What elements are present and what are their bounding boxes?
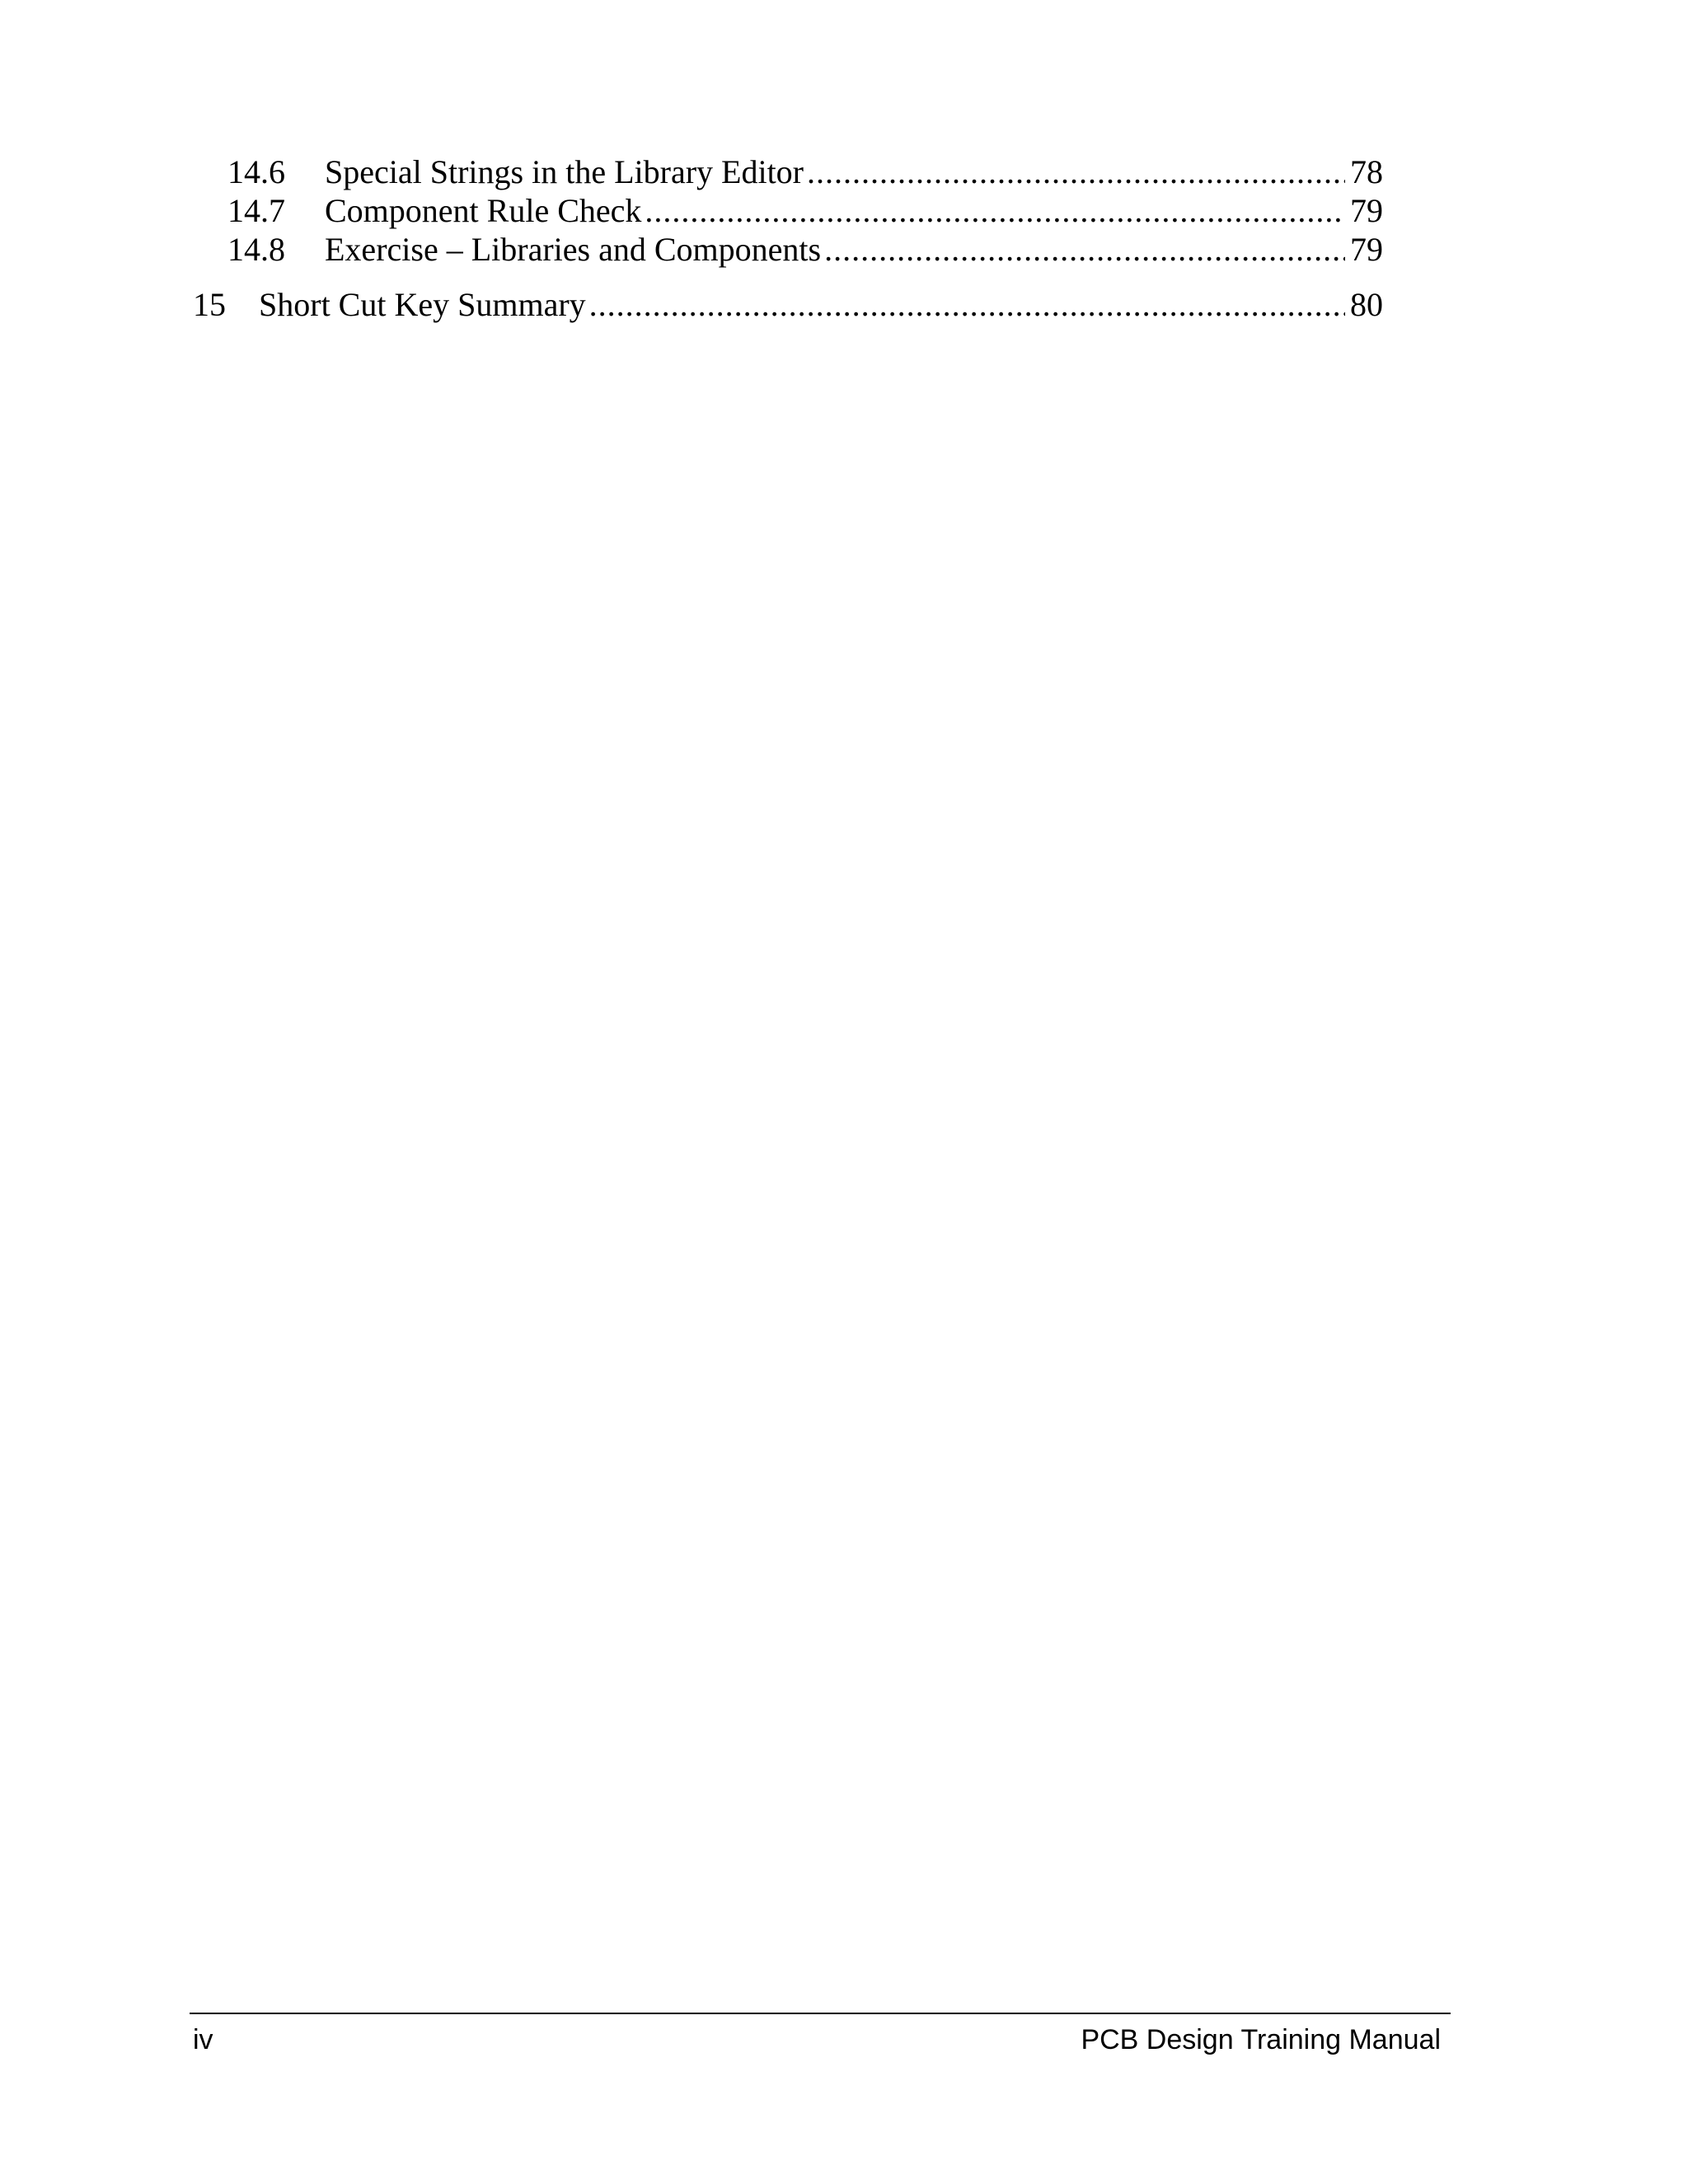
toc-dot-leader xyxy=(589,285,1345,324)
toc-entry-title: Exercise – Libraries and Components xyxy=(325,231,822,268)
footer-divider xyxy=(190,2013,1451,2014)
toc-entry-number: 14.6 xyxy=(227,153,285,190)
toc-entry-title: Component Rule Check xyxy=(325,192,642,229)
toc-entry[interactable] xyxy=(190,152,1383,191)
toc-dot-leader xyxy=(645,191,1345,230)
toc-entry-title: Short Cut Key Summary xyxy=(259,286,586,323)
toc-dot-leader xyxy=(807,152,1345,191)
toc-entry-page: 79 xyxy=(1350,231,1383,268)
toc-entry-page: 78 xyxy=(1350,153,1383,190)
toc-entry-page: 79 xyxy=(1350,192,1383,229)
table-of-contents xyxy=(190,152,1383,324)
toc-entry[interactable] xyxy=(190,191,1383,230)
toc-entry-title: Special Strings in the Library Editor xyxy=(325,153,804,190)
footer-page-label: iv xyxy=(193,2024,213,2055)
toc-entry[interactable] xyxy=(190,230,1383,269)
toc-entry-page: 80 xyxy=(1350,286,1383,323)
toc-entry-number: 14.8 xyxy=(227,231,285,268)
toc-dot-leader xyxy=(824,230,1345,269)
toc-entry-number: 14.7 xyxy=(227,192,285,229)
toc-entry-number: 15 xyxy=(193,286,226,323)
footer-document-title: PCB Design Training Manual xyxy=(1081,2024,1441,2055)
toc-chapter-entry[interactable] xyxy=(190,285,1383,324)
